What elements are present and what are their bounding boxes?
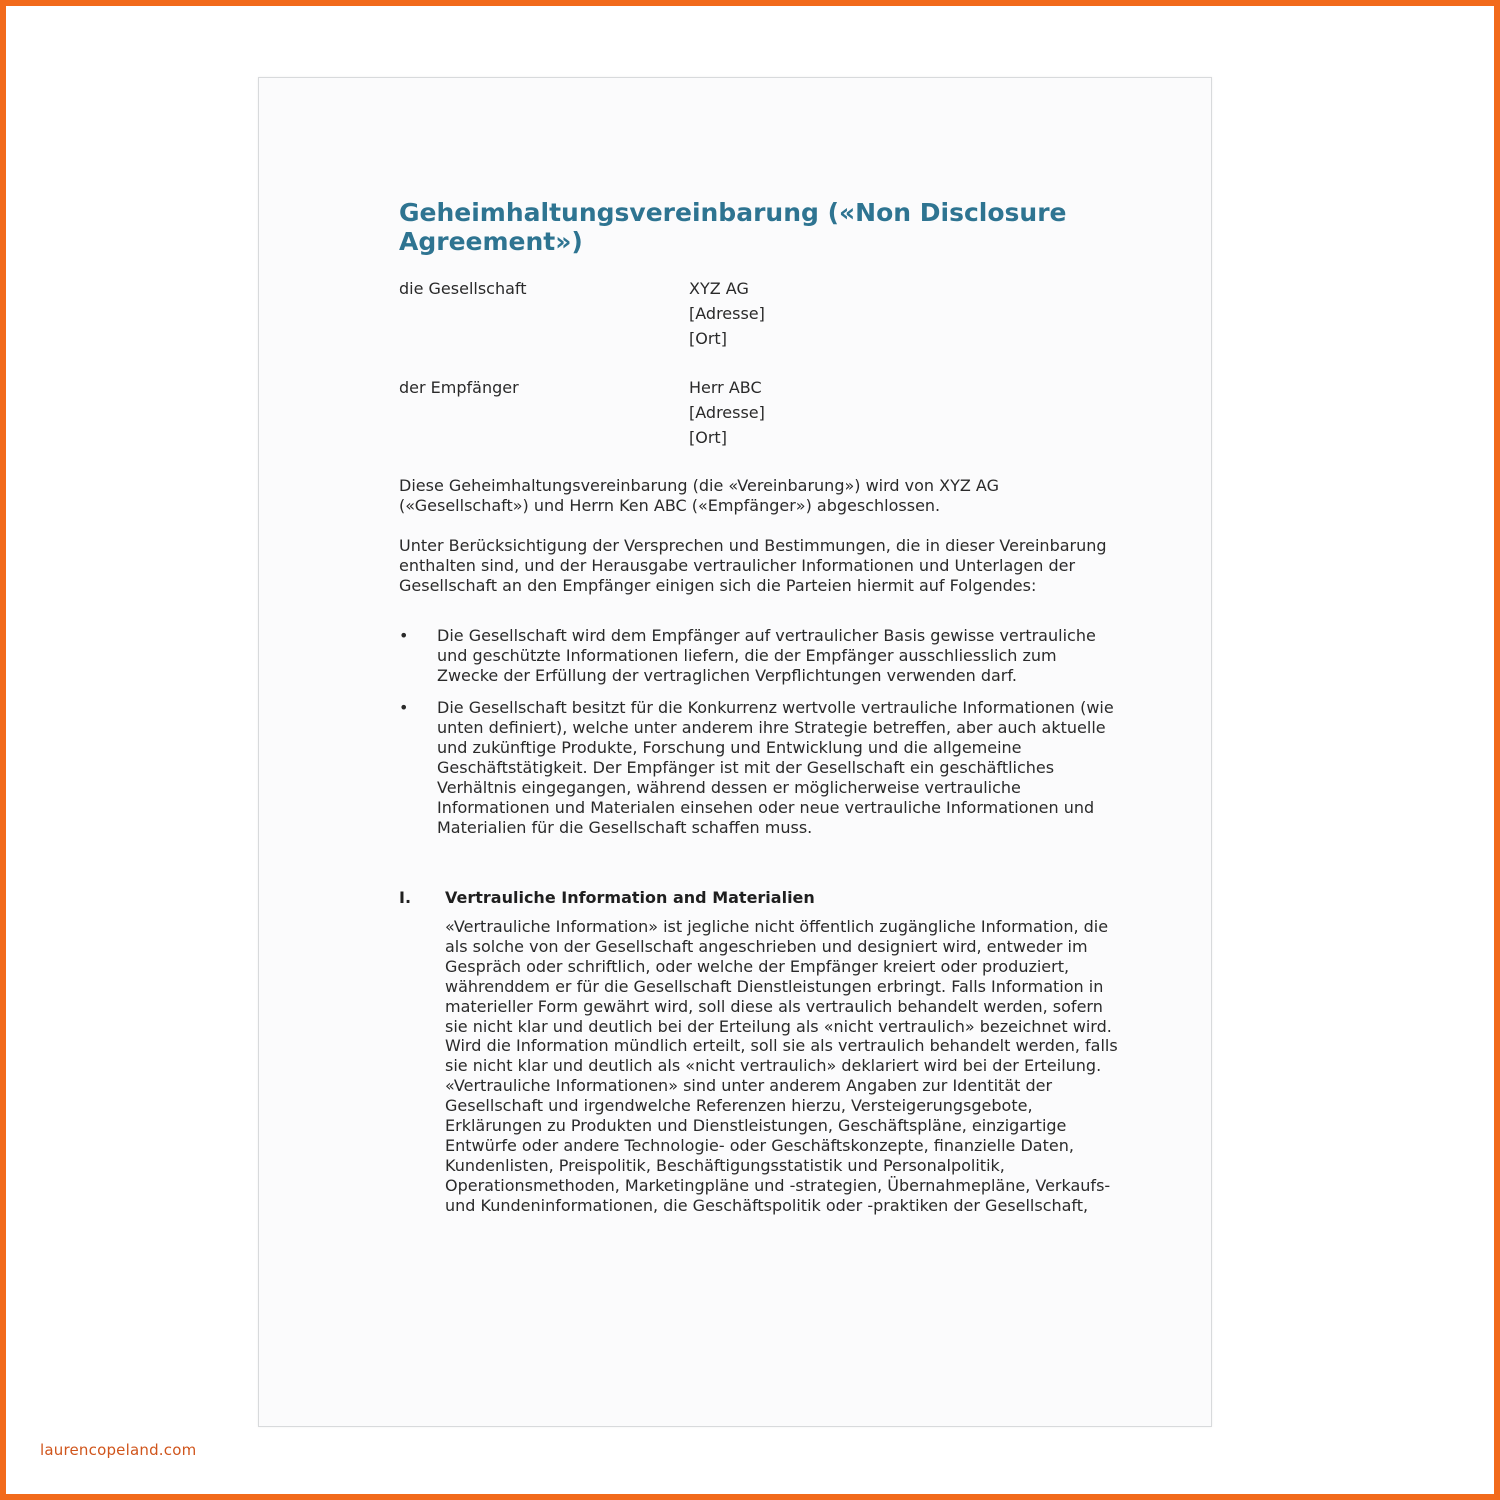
watermark-text: laurencopeland.com: [40, 1441, 197, 1459]
list-item: [399, 626, 1119, 686]
party-label: der Empfänger: [399, 378, 519, 397]
party-name: Herr ABC: [689, 378, 762, 397]
party-address-line: [Adresse]: [689, 403, 765, 422]
party-address: [689, 375, 765, 450]
list-item: [399, 698, 1119, 838]
recital-paragraph: Unter Berücksichtigung der Versprechen und Bestimmungen, die in dieser Vereinbarung enthalten sind, und der Herausgabe vertraulicher Informationen und Unterlagen der Gesellschaft an den Empfänger einigen sich die Parteien hiermit auf Folgendes:: [399, 536, 1107, 595]
party-address: [689, 276, 765, 351]
party-city-line: [Ort]: [689, 329, 727, 348]
list-item-text: Die Gesellschaft wird dem Empfänger auf vertraulicher Basis gewisse vertrauliche und geschützte Informationen liefern, die der Empfänger ausschliesslich zum Zwecke der Erfüllung der vertraglichen Verpflichtungen verwenden darf.: [437, 626, 1096, 685]
bullet-icon: •: [399, 626, 409, 645]
party-label: die Gesellschaft: [399, 279, 527, 298]
document-page: [258, 77, 1212, 1427]
party-address-line: [Adresse]: [689, 304, 765, 323]
party-name: XYZ AG: [689, 279, 749, 298]
bullet-icon: •: [399, 698, 409, 717]
section-body: «Vertrauliche Information» ist jegliche nicht öffentlich zugängliche Information, die als solche von der Gesellschaft angeschrieben und designiert wird, entweder im Gespräch oder schriftlich, oder welche der Empfänger kreiert oder produziert, währenddem er für die Gesellschaft Dienstleistungen erbringt. Falls Information in materieller Form gewährt wird, soll diese als vertraulich behandelt werden, sofern sie nicht klar und deutlich bei der Erteilung als «nicht vertraulich» bezeichnet wird. Wird die Information mündlich erteilt, soll sie als vertraulich behandelt werden, falls sie nicht klar und deutlich als «nicht vertraulich» deklariert wird bei der Erteilung. «Vertrauliche Informationen» sind unter anderem Angaben zur Identität der Gesellschaft und irgendwelche Referenzen hierzu, Versteigerungsgebote, Erklärungen zu Produkten und Dienstleistungen, Geschäftspläne, einzigartige Entwürfe oder andere Technologie- oder Geschäftskonzepte, finanzielle Daten, Kundenlisten, Preispolitik, Beschäftigungsstatistik und Personalpolitik, Operationsmethoden, Marketingpläne und -strategien, Übernahmepläne, Verkaufs- und Kundeninformationen, die Geschäftspolitik oder -praktiken der Gesellschaft,: [445, 917, 1118, 1215]
intro-paragraph: Diese Geheimhaltungsvereinbarung (die «Vereinbarung») wird von XYZ AG («Gesellschaft») und Herrn Ken ABC («Empfänger») abgeschlossen.: [399, 476, 999, 515]
section-title: Vertrauliche Information and Materialien: [445, 888, 815, 907]
document-title: Geheimhaltungsvereinbarung («Non Disclosure Agreement»): [399, 198, 1067, 256]
list-item-text: Die Gesellschaft besitzt für die Konkurrenz wertvolle vertrauliche Informationen (wie unten definiert), welche unter anderem ihre Strategie betreffen, aber auch aktuelle und zukünftige Produkte, Forschung und Entwicklung und die allgemeine Geschäftstätigkeit. Der Empfänger ist mit der Gesellschaft ein geschäftliches Verhältnis eingegangen, während dessen er möglicherweise vertrauliche Informationen und Materialen einsehen oder neue vertrauliche Informationen und Materialien für die Gesellschaft schaffen muss.: [437, 698, 1114, 837]
section-number: I.: [399, 888, 412, 907]
recital-bullet-list: [399, 626, 1119, 850]
party-city-line: [Ort]: [689, 428, 727, 447]
